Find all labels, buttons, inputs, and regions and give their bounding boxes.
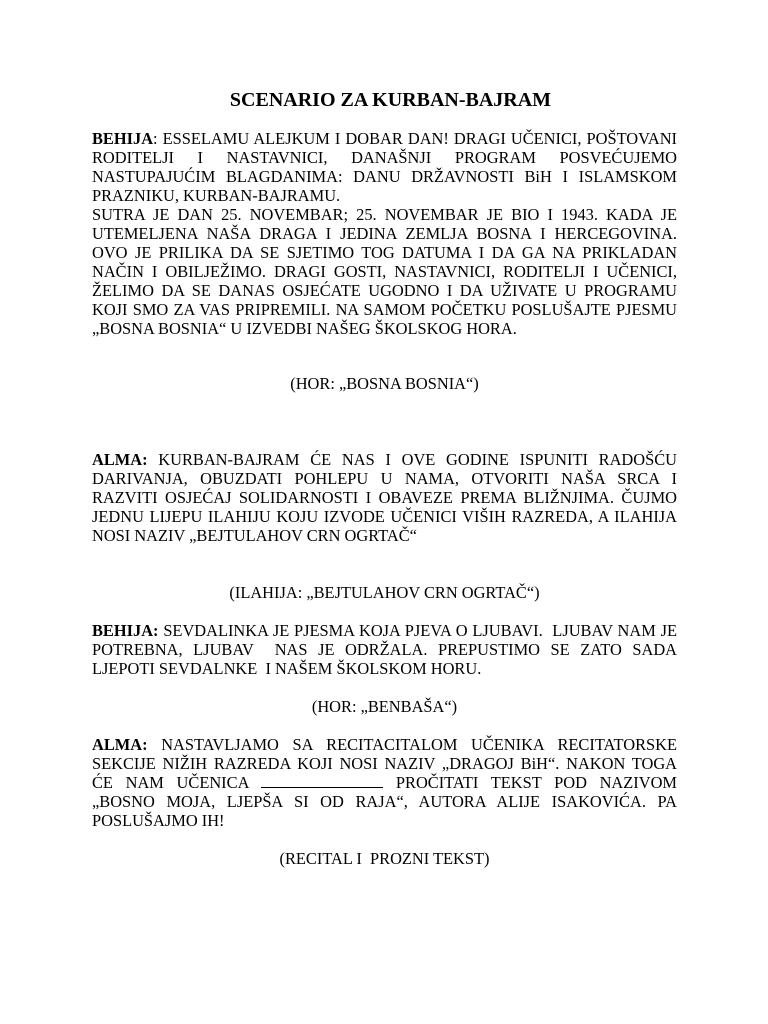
speech-text-continued: PROČITATI TEKST POD NAZIVOM „BOSNO MOJA, LJEPŠA SI OD RAJA“, AUTORA ALIJE ISAKOVIĆA. PA POSLUŠAJMO IH! <box>92 773 677 830</box>
program-cue: (RECITAL I PROZNI TEKST) <box>279 849 490 868</box>
speech-behija-sevdalinka <box>92 621 682 678</box>
program-cue: (HOR: „BENBAŠA“) <box>311 697 458 716</box>
speech-text: SEVDALINKA JE PJESMA KOJA PJEVA O LJUBAVI. LJUBAV NAM JE POTREBNA, LJUBAV NAS JE ODRŽALA. PREPUSTIMO SE ZATO SADA LJEPOTI SEVDALNKE I NAŠEM ŠKOLSKOM HORU. <box>92 621 682 678</box>
speech-text: SUTRA JE DAN 25. NOVEMBAR; 25. NOVEMBAR JE BIO I 1943. KADA JE UTEMELJENA NAŠA DRAGA I JEDINA ZEMLJA BOSNA I HERCEGOVINA. OVO JE PRILIKA DA SE SJETIMO TOG DATUMA I DA GA NA PRIKLADAN NAČIN I OBILJEŽIMO. DRAGI GOSTI, NASTAVNICI, RODITELJI I UČENICI, ŽELIMO DA SE DANAS OSJEĆATE UGODNO I DA UŽIVATE U PROGRAMU KOJI SMO ZA VAS PRIPREMILI. NA SAMOM POČETKU POSLUŠAJTE PJESMU „BOSNA BOSNIA“ U IZVEDBI NAŠEG ŠKOLSKOG HORA. <box>92 205 677 338</box>
speaker-name: BEHIJA <box>92 129 154 148</box>
program-cue: (HOR: „BOSNA BOSNIA“) <box>290 374 479 393</box>
name-blank-line <box>261 775 383 788</box>
speaker-name: ALMA: <box>92 450 148 469</box>
speaker-name: BEHIJA: <box>92 621 159 640</box>
speaker-separator <box>148 735 162 754</box>
document-page <box>92 88 682 868</box>
speech-alma-ilahija <box>92 450 677 545</box>
speech-text: NASTAVLJAMO SA RECITACITALOM UČENIKA RECITATORSKE SEKCIJE NIŽIH RAZREDA KOJI NOSI NAZIV „DRAGOJ BiH“. NAKON TOGA ĆE NAM UČENICA <box>92 735 677 792</box>
speech-alma-recital <box>92 735 677 830</box>
speaker-separator: : <box>153 129 163 148</box>
speaker-name: ALMA: <box>92 735 148 754</box>
program-cue: (ILAHIJA: „BEJTULAHOV CRN OGRTAČ“) <box>229 583 540 602</box>
speaker-separator <box>148 450 159 469</box>
speech-behija-intro <box>92 129 677 205</box>
speech-text: KURBAN-BAJRAM ĆE NAS I OVE GODINE ISPUNITI RADOŠĆU DARIVANJA, OBUZDATI POHLEPU U NAMA, OTVORITI NAŠA SRCA I RAZVITI OSJEĆAJ SOLIDARNOSTI I OBAVEZE PREMA BLIŽNJIMA. ČUJMO JEDNU LIJEPU ILAHIJU KOJU IZVODE UČENICI VIŠIH RAZREDA, A ILAHIJA NOSI NAZIV „BEJTULAHOV CRN OGRTAČ“ <box>92 450 677 545</box>
speech-text: ESSELAMU ALEJKUM I DOBAR DAN! DRAGI UČENICI, POŠTOVANI RODITELJI I NASTAVNICI, DANAŠNJI PROGRAM POSVEĆUJEMO NASTUPAJUĆIM BLAGDANIMA: DANU DRŽAVNOSTI BiH I ISLAMSKOM PRAZNIKU, KURBAN-BAJRAMU. <box>92 129 677 205</box>
document-title: SCENARIO ZA KURBAN-BAJRAM <box>229 89 552 111</box>
speech-behija-intro-continued <box>92 205 677 338</box>
